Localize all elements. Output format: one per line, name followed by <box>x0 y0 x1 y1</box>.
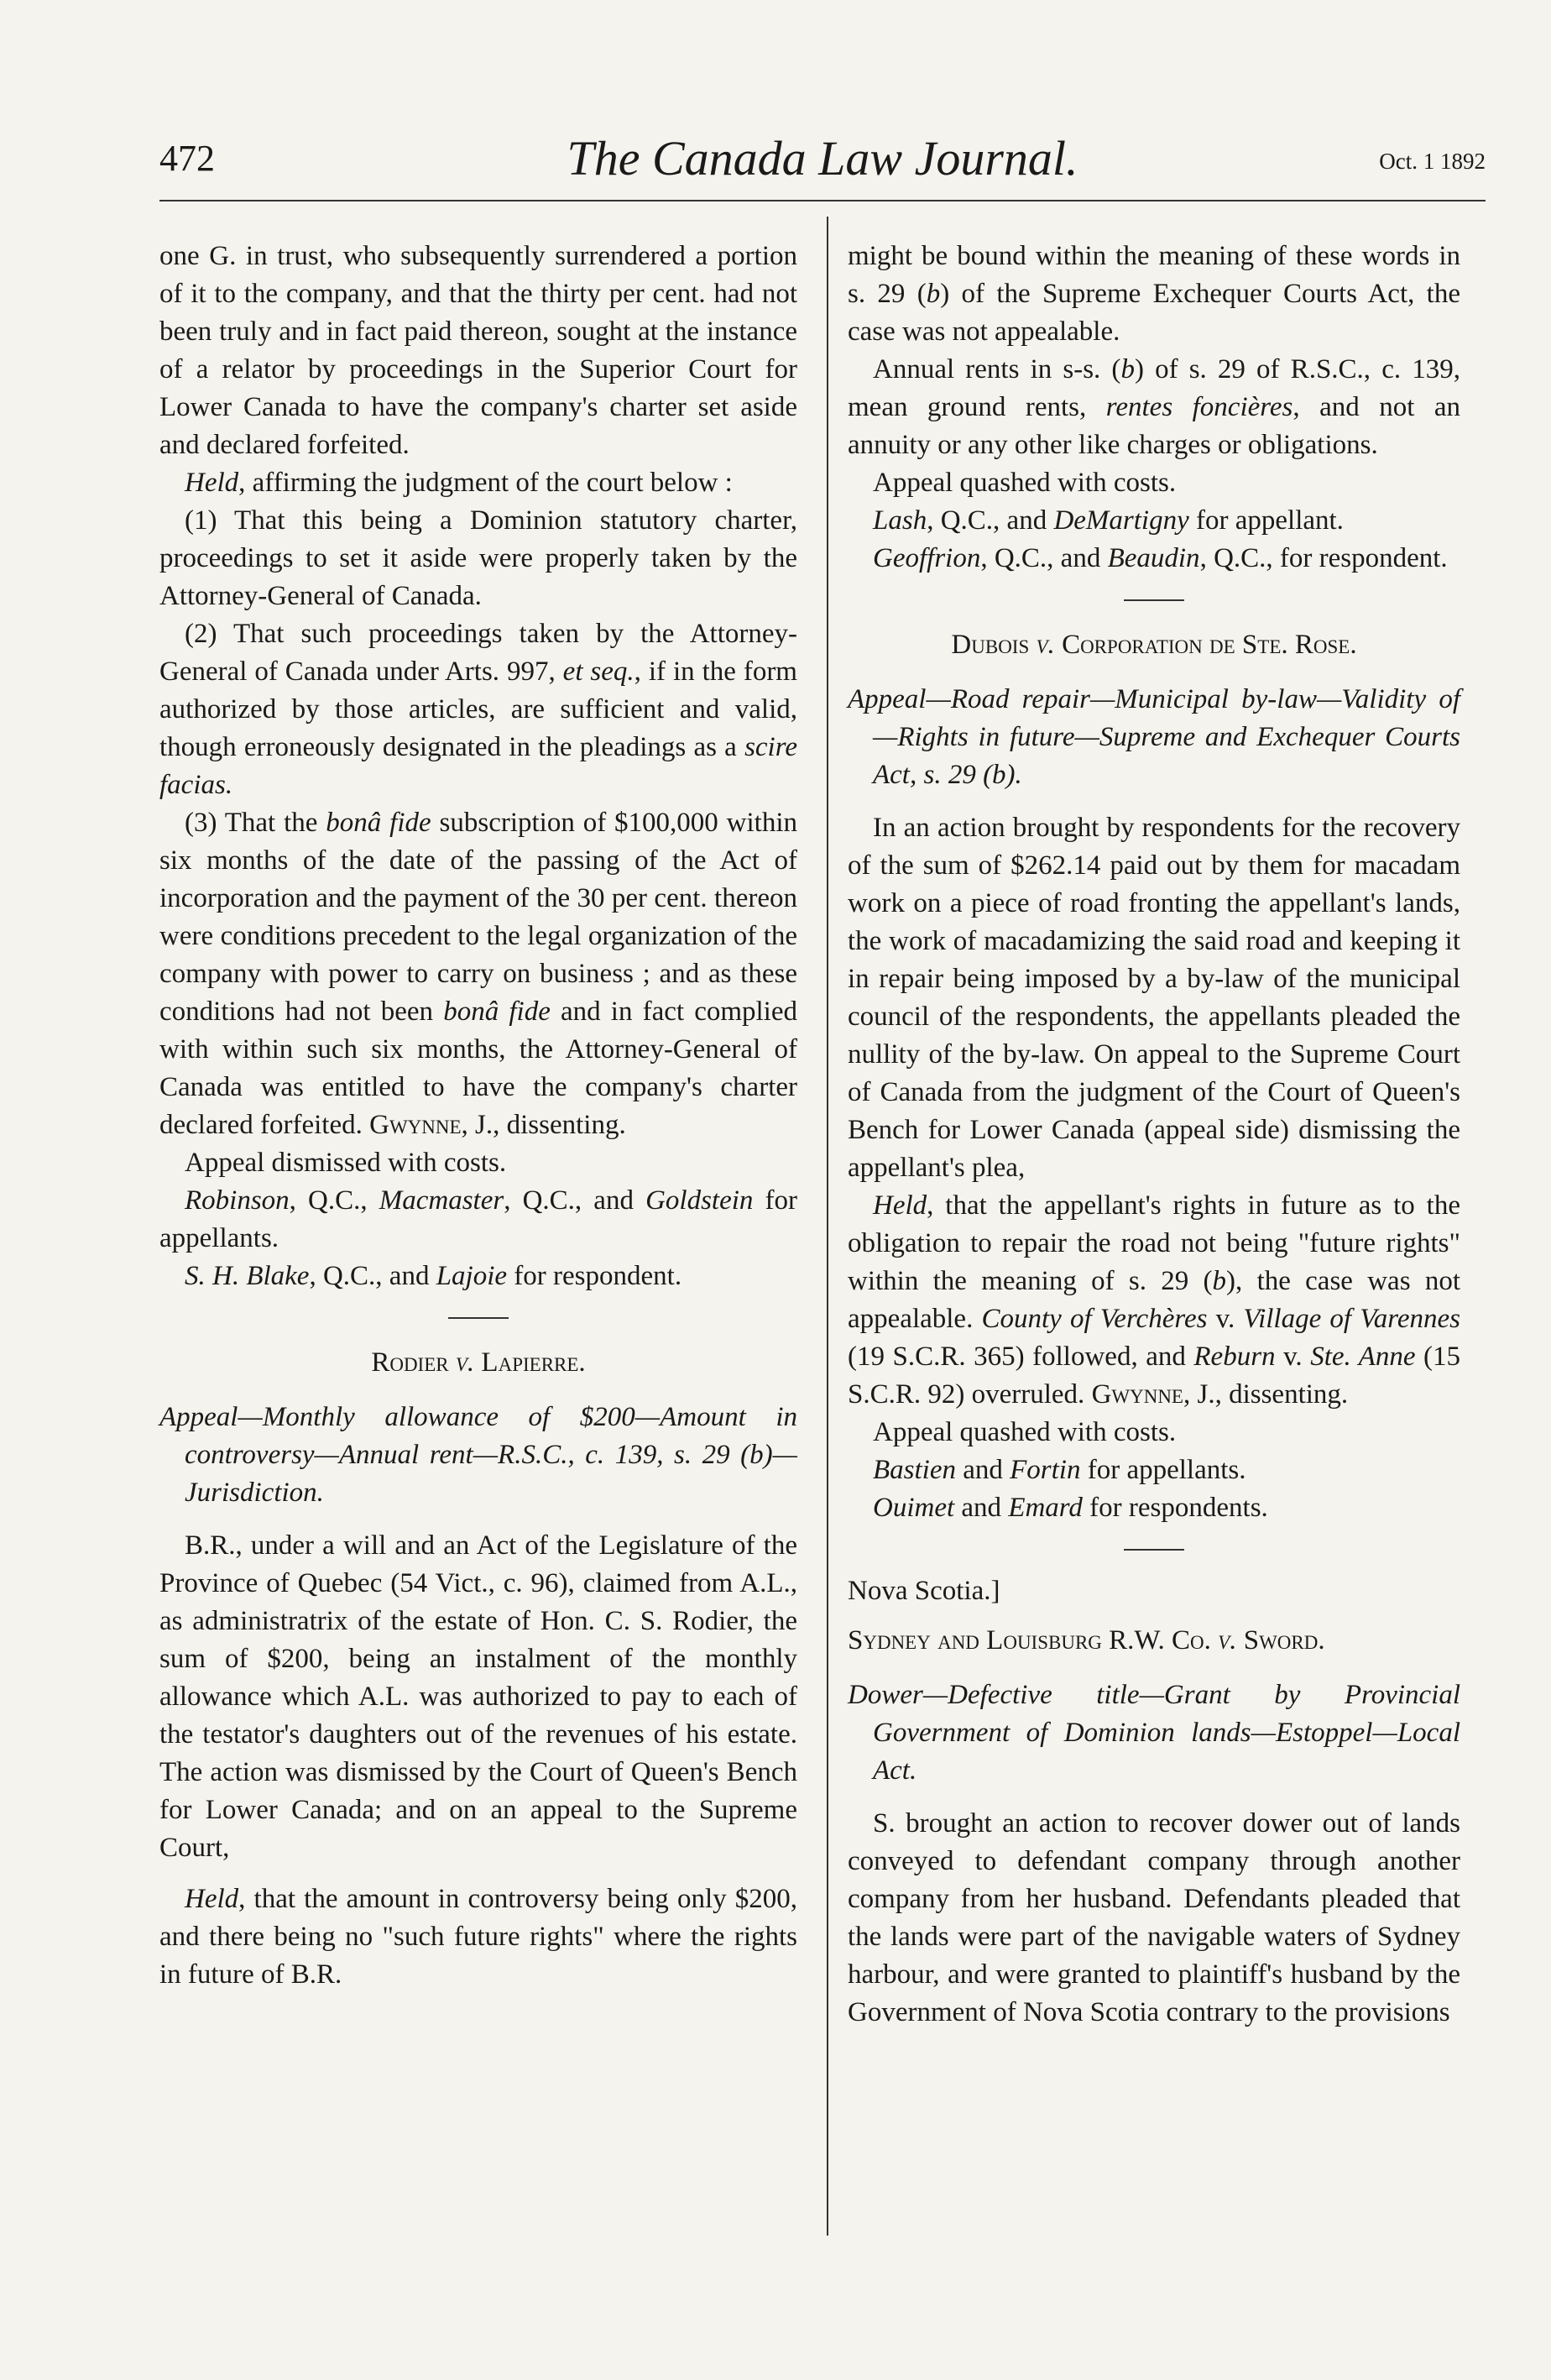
disposition: Appeal dismissed with costs. <box>185 1148 507 1178</box>
column-divider <box>827 217 828 2236</box>
case-headnote: Appeal—Road repair—Municipal by-law—Validity of—Rights in future—Supreme and Exchequer Courts Act, s. 29 (b). <box>848 684 1460 790</box>
issue-date: Oct. 1 1892 <box>1379 149 1486 174</box>
right-column <box>848 238 1460 2032</box>
case-title: Dubois v. Corporation de Ste. Rose. <box>951 630 1357 660</box>
journal-title: The Canada Law Journal. <box>567 131 1078 186</box>
counsel-appellants: Bastien and Fortin for appellants. <box>873 1455 1246 1485</box>
holding-1: (1) That this being a Dominion statutory charter, proceedings to set it aside were properly taken by the Attorney-General of Canada. <box>159 505 797 611</box>
counsel-respondent: S. H. Blake, Q.C., and Lajoie for respondent. <box>185 1261 682 1291</box>
paragraph: B.R., under a will and an Act of the Legislature of the Province of Quebec (54 Vict., c. 96), claimed from A.L., as administratrix of the estate of Hon. C. S. Rodier, the sum of $200, being an instalment of the monthly allowance which A.L. was authorized to pay to each of the testator's daughters out of the revenues of his estate. The action was dismissed by the Court of Queen's Bench for Lower Canada; and on an appeal to the Supreme Court, <box>159 1530 797 1863</box>
header-rule <box>159 200 1486 201</box>
counsel-respondents: Ouimet and Emard for respondents. <box>873 1493 1268 1523</box>
paragraph: one G. in trust, who subsequently surrendered a portion of it to the company, and that the thirty per cent. had not been truly and in fact paid thereon, sought at the instance of a relator by proceedings in the Superior Court for Lower Canada to have the company's charter set aside and declared forfeited. <box>159 241 797 460</box>
holding-3: (3) That the bonâ fide subscription of $100,000 within six months of the date of the passing of the Act of incorporation and the payment of the 30 per cent. thereon were conditions precedent to the legal organization of the company with power to carry on business ; and as these conditions had not been bonâ fide and in fact complied with within such six months, the Attorney-General of Canada was entitled to have the company's charter declared forfeited. Gwynne, J., dissenting. <box>159 808 798 1140</box>
held-paragraph: Held, that the appellant's rights in future as to the obligation to repair the road not being "future rights" within the meaning of s. 29 (b), the case was not appealable. County of Verchères v. Village of Varennes (19 S.C.R. 365) followed, and Reburn v. Ste. Anne (15 S.C.R. 92) overruled. Gwynne, J., dissenting. <box>848 1190 1460 1410</box>
case-headnote: Dower—Defective title—Grant by Provincial Government of Dominion lands—Estoppel—Local Act. <box>848 1680 1460 1786</box>
province-heading: Nova Scotia.] <box>848 1576 1000 1606</box>
disposition: Appeal quashed with costs. <box>873 1417 1177 1447</box>
section-rule <box>448 1317 509 1319</box>
case-headnote: Appeal—Monthly allowance of $200—Amount in controversy—Annual rent—R.S.C., c. 139, s. 29 (b)—Jurisdiction. <box>159 1402 797 1508</box>
case-title: Rodier v. Lapierre. <box>371 1347 586 1378</box>
case-title: Sydney and Louisburg R.W. Co. v. Sword. <box>848 1625 1325 1656</box>
holding-2: (2) That such proceedings taken by the Attorney-General of Canada under Arts. 997, et seq., if in the form authorized by those articles, are sufficient and valid, though erroneously designated in the pleadings as a scire facias. <box>159 619 797 800</box>
section-rule <box>1124 599 1184 601</box>
paragraph: might be bound within the meaning of these words in s. 29 (b) of the Supreme Exchequer Courts Act, the case was not appealable. <box>848 241 1460 347</box>
paragraph: In an action brought by respondents for the recovery of the sum of $262.14 paid out by them for macadam work on a piece of road fronting the appellant's lands, the work of macadamizing the said road and keeping it in repair being imposed by a by-law of the municipal council of the respondents, the appellants pleaded the nullity of the by-law. On appeal to the Supreme Court of Canada from the judgment of the Court of Queen's Bench for Lower Canada (appeal side) dismissing the appellant's plea, <box>848 813 1460 1183</box>
page-header <box>159 130 1486 197</box>
section-rule <box>1124 1549 1184 1551</box>
disposition: Appeal quashed with costs. <box>873 468 1177 498</box>
held-paragraph: Held, that the amount in controversy being only $200, and there being no "such future rights" where the rights in future of B.R. <box>159 1884 797 1990</box>
counsel-appellant: Lash, Q.C., and DeMartigny for appellant. <box>873 505 1344 536</box>
held-paragraph: Held, affirming the judgment of the court below : <box>185 468 733 498</box>
paragraph: Annual rents in s-s. (b) of s. 29 of R.S.C., c. 139, mean ground rents, rentes foncières, and not an annuity or any other like charges or obligations. <box>848 354 1460 460</box>
left-column <box>159 238 797 1994</box>
page-number: 472 <box>159 138 215 179</box>
paragraph: S. brought an action to recover dower out of lands conveyed to defendant company through another company from her husband. Defendants pleaded that the lands were part of the navigable waters of Sydney harbour, and were granted to plaintiff's husband by the Government of Nova Scotia contrary to the provisions <box>848 1808 1460 2027</box>
counsel-respondent: Geoffrion, Q.C., and Beaudin, Q.C., for respondent. <box>873 543 1448 573</box>
counsel-appellants: Robinson, Q.C., Macmaster, Q.C., and Goldstein for appellants. <box>159 1185 797 1253</box>
